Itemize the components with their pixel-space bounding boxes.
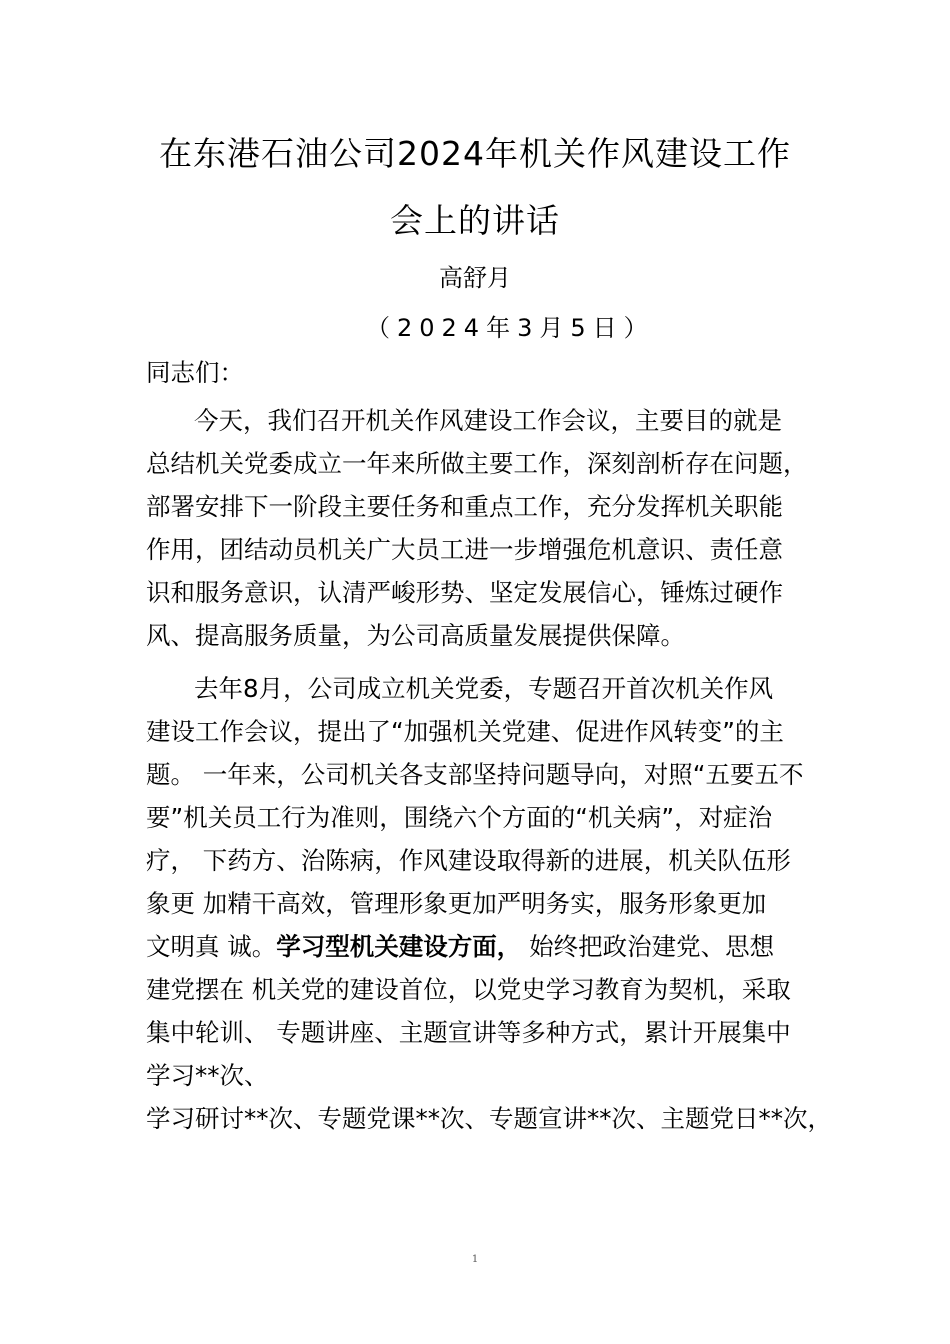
paragraph-2-text: 始终把政治建党、思想 <box>521 932 775 961</box>
paragraph-1-line: 风、提高服务质量，为公司高质量发展提供保障。 <box>146 621 685 650</box>
paragraph-2-line: 题。 一年来，公司机关各支部坚持问题导向，对照“五要五不 <box>146 760 804 789</box>
paragraph-2-line: 象更 加精干高效，管理形象更加严明务实，服务形象更加 <box>146 889 767 918</box>
paragraph-2-line: 建党摆在 机关党的建设首位，以党史学习教育为契机，采取 <box>146 975 791 1004</box>
paragraph-2-line: 去年8月，公司成立机关党委，专题召开首次机关作风 <box>194 674 774 703</box>
author-name: 高舒月 <box>439 264 511 292</box>
bold-heading-learning-organization: 学习型机关建设方面， <box>276 932 522 961</box>
paragraph-1-line: 作用，团结动员机关广大员工进一步增强危机意识、责任意 <box>146 535 783 564</box>
paragraph-1-line: 部署安排下一阶段主要任务和重点工作，充分发挥机关职能 <box>146 492 783 521</box>
paragraph-1-line: 总结机关党委成立一年来所做主要工作，深刻剖析存在问题， <box>146 449 808 478</box>
paragraph-2-line: 学习研讨**次、专题党课**次、专题宣讲**次、主题党日**次， <box>146 1104 832 1133</box>
salutation: 同志们： <box>146 358 244 387</box>
document-title-line-2: 会上的讲话 <box>390 201 560 240</box>
paragraph-1-line: 识和服务意识，认清严峻形势、坚定发展信心，锤炼过硬作 <box>146 578 783 607</box>
paragraph-2-line: 集中轮训、 专题讲座、主题宣讲等多种方式，累计开展集中 <box>146 1018 791 1047</box>
document-title-line-1: 在东港石油公司2024年机关作风建设工作 <box>159 134 791 173</box>
paragraph-2-line: 学习**次、 <box>146 1061 269 1090</box>
paragraph-2-line: 要”机关员工行为准则，围绕六个方面的“机关病”，对症治 <box>146 803 773 832</box>
paragraph-1-line: 今天，我们召开机关作风建设工作会议，主要目的就是 <box>194 406 782 435</box>
speech-date: （2024年3月5日） <box>366 314 655 342</box>
paragraph-2-text: 文明真 诚。 <box>146 932 277 961</box>
page-number: 1 <box>471 1254 479 1265</box>
paragraph-2-line <box>146 931 774 963</box>
paragraph-2-line: 建设工作会议，提出了“加强机关党建、促进作风转变”的主 <box>146 717 784 746</box>
paragraph-2-line: 疗， 下药方、治陈病，作风建设取得新的进展，机关队伍形 <box>146 846 791 875</box>
